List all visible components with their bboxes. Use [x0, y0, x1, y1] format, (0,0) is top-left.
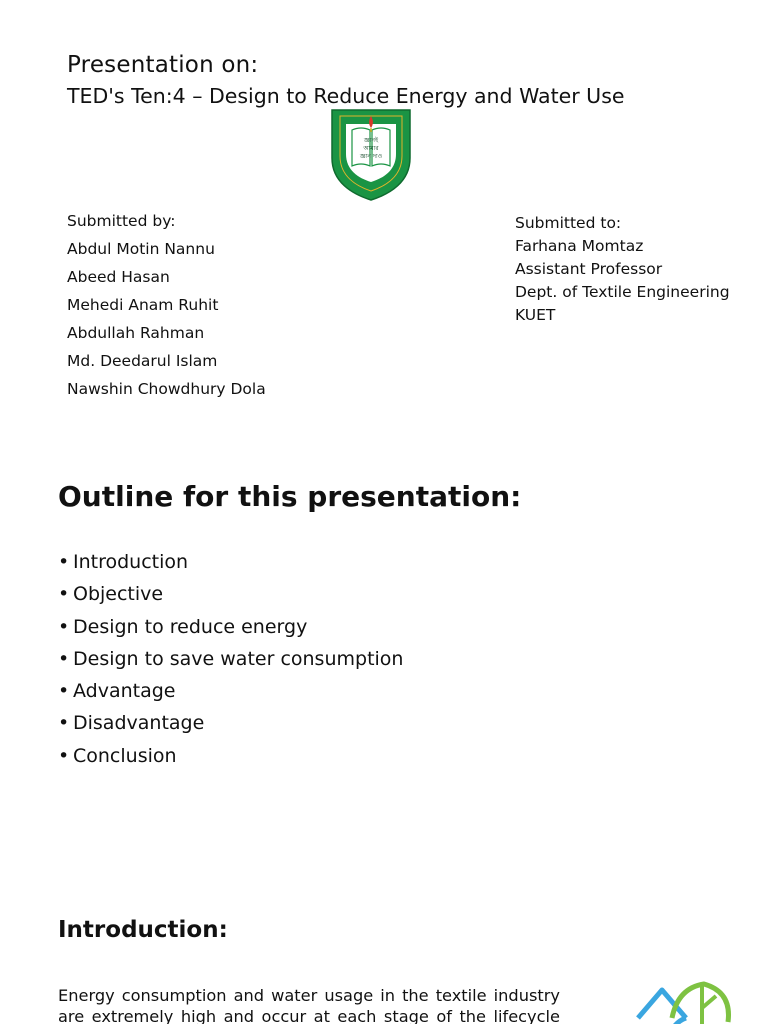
water-leaf-icon [628, 978, 738, 1024]
outline-item-label: Design to save water consumption [73, 647, 404, 670]
logo-text-line-3: জ্ঞান দাও [359, 153, 383, 160]
submitter-name: Abeed Hasan [67, 268, 170, 286]
list-item [58, 615, 403, 647]
list-item [58, 550, 403, 582]
list-item [58, 679, 403, 711]
bullet-icon: • [58, 680, 70, 703]
logo-text-line-2: আমার [363, 145, 379, 152]
outline-item-label: Design to reduce energy [73, 615, 308, 638]
recipient-department: Dept. of Textile Engineering [515, 283, 730, 301]
submitter-name: Md. Deedarul Islam [67, 352, 218, 370]
bullet-icon: • [58, 583, 70, 606]
paragraph-line: Energy consumption and water usage in the textile industry [58, 986, 560, 1005]
list-item [58, 744, 403, 776]
submitted-to-block [515, 213, 730, 328]
outline-heading: Outline for this presentation: [58, 480, 522, 513]
submitted-to-label: Submitted to: [515, 214, 622, 232]
logo-text-line-1: জ্ঞানই [363, 137, 379, 144]
recipient-name: Farhana Momtaz [515, 237, 644, 255]
recipient-institution: KUET [515, 306, 556, 324]
bullet-icon: • [58, 615, 70, 638]
outline-item-label: Advantage [73, 680, 176, 703]
introduction-paragraph [58, 985, 560, 1024]
outline-item-label: Introduction [73, 551, 189, 573]
introduction-slide [0, 890, 768, 1024]
presentation-on-label: Presentation on: [67, 52, 259, 78]
bullet-icon: • [58, 551, 70, 573]
bullet-icon: • [58, 647, 70, 670]
submitter-name: Abdul Motin Nannu [67, 240, 215, 258]
kuet-crest-icon [328, 106, 414, 202]
list-item [58, 647, 403, 679]
bullet-icon: • [58, 712, 70, 735]
submitter-name: Abdullah Rahman [67, 324, 205, 342]
bullet-icon: • [58, 744, 70, 767]
list-item [58, 711, 403, 743]
list-item [58, 582, 403, 614]
outline-item-label: Conclusion [73, 744, 177, 767]
submitted-by-label: Submitted by: [67, 212, 176, 230]
outline-list [58, 550, 403, 776]
presentation-title: TED's Ten:4 – Design to Reduce Energy and Water Use [67, 84, 625, 108]
title-slide [0, 0, 768, 420]
outline-item-label: Disadvantage [73, 712, 205, 735]
outline-slide [0, 420, 768, 890]
submitter-name: Mehedi Anam Ruhit [67, 296, 219, 314]
submitter-name: Nawshin Chowdhury Dola [67, 380, 266, 398]
introduction-heading: Introduction: [58, 917, 228, 943]
paragraph-line: are extremely high and occur at each stage of the lifecycle [58, 1007, 560, 1024]
outline-item-label: Objective [73, 583, 164, 606]
submitted-by-block [67, 211, 266, 407]
recipient-designation: Assistant Professor [515, 260, 663, 278]
